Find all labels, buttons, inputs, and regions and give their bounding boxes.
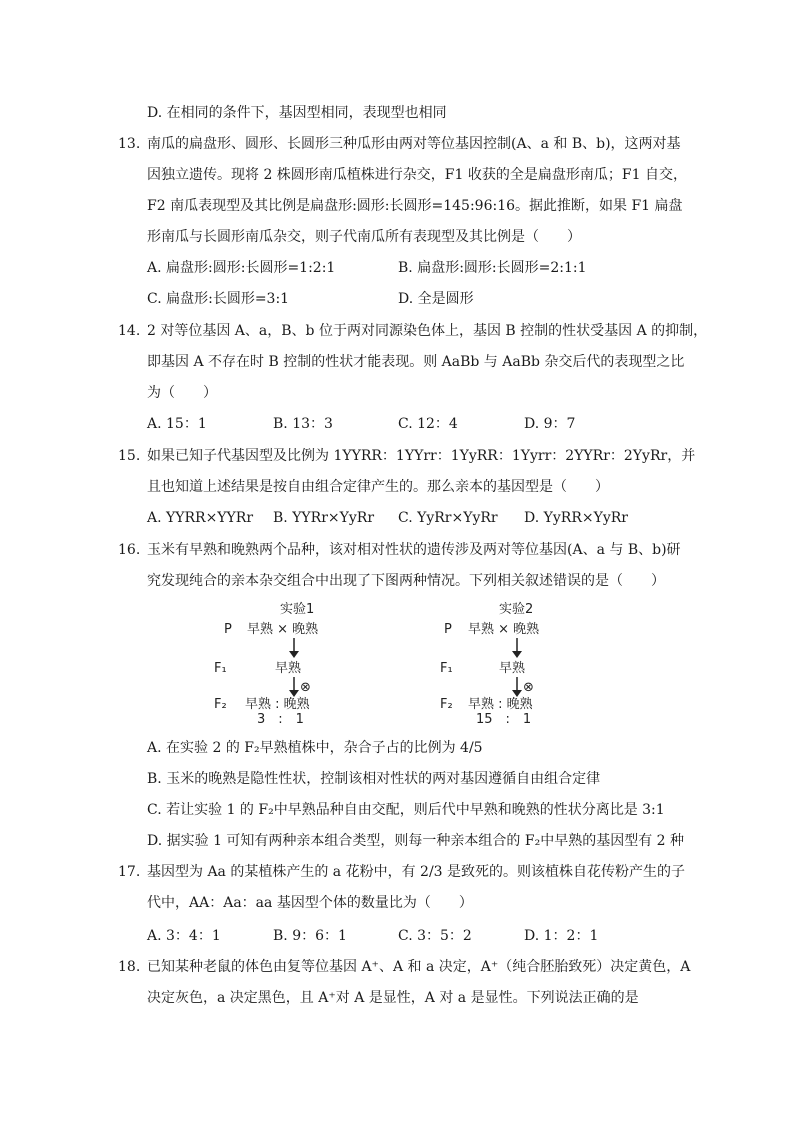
- q13-option-c[interactable]: C. 扁盘形:长圆形=3:1: [147, 291, 290, 307]
- q17-option-d[interactable]: D. 1：2：1: [524, 928, 599, 944]
- q15-option-a[interactable]: A. YYRR×YYRr: [147, 510, 254, 526]
- exp2-f1-label: F₁: [440, 661, 453, 676]
- exp2-f2: 早熟 : 晚熟: [468, 697, 533, 712]
- q16-option-a[interactable]: A. 在实验 2 的 F₂早熟植株中，杂合子占的比例为 4/5: [147, 740, 483, 756]
- q16-option-b[interactable]: B. 玉米的晚熟是隐性性状，控制该相对性状的两对基因遵循自由组合定律: [147, 771, 601, 787]
- exp2-arrowhead-1: [512, 651, 522, 658]
- q17-number: 17.: [118, 864, 141, 880]
- q14-stem-line1: 2 对等位基因 A、a，B、b 位于两对同源染色体上，基因 B 控制的性状受基因 A 的抑制，: [147, 323, 708, 339]
- exp1-self-symbol: ⊗: [300, 680, 311, 695]
- exp1-arrowhead-1: [289, 651, 299, 658]
- q13-number: 13.: [118, 136, 141, 152]
- q14-option-c[interactable]: C. 12：4: [398, 416, 458, 432]
- exp1-ratio: 3 : 1: [257, 712, 304, 726]
- q14-stem-line2: 即基因 A 不存在时 B 控制的性状才能表现。则 AaBb 与 AaBb 杂交后代的表现型之比: [147, 354, 685, 370]
- q17-option-c[interactable]: C. 3：5：2: [398, 928, 472, 944]
- q17-option-b[interactable]: B. 9：6：1: [273, 928, 347, 944]
- q14-stem-line3: 为（ ）: [147, 385, 217, 401]
- q16-experiment-diagram: [212, 598, 602, 726]
- exp2-arrowhead-2: [512, 690, 522, 697]
- q12-option-d: D. 在相同的条件下，基因型相同，表现型也相同: [147, 105, 447, 121]
- q16-option-c[interactable]: C. 若让实验 1 的 F₂中早熟品种自由交配，则后代中早熟和晚熟的性状分离比是 3:1: [147, 802, 665, 818]
- q16-option-d[interactable]: D. 据实验 1 可知有两种亲本组合类型，则每一种亲本组合的 F₂中早熟的基因型有 2 种: [147, 833, 685, 849]
- q14-number: 14.: [118, 323, 141, 339]
- exp2-f2-label: F₂: [440, 697, 453, 712]
- q18-stem-line2: 决定灰色，a 决定黑色，且 A⁺对 A 是显性，A 对 a 是显性。下列说法正确的是: [147, 990, 639, 1006]
- exp2-f1: 早熟: [499, 661, 526, 676]
- exp1-p-cross: 早熟 × 晚熟: [247, 622, 319, 637]
- q17-stem-line2: 代中，AA：Aa：aa 基因型个体的数量比为（ ）: [147, 895, 473, 911]
- q13-stem-line2: 因独立遗传。现将 2 株圆形南瓜植株进行杂交，F1 收获的全是扁盘形南瓜；F1 自交，: [147, 167, 687, 183]
- q15-number: 15.: [118, 448, 141, 464]
- exp2-title: 实验2: [499, 602, 534, 617]
- q17-option-a[interactable]: A. 3：4：1: [147, 928, 221, 944]
- exp1-f2: 早熟 : 晚熟: [245, 697, 310, 712]
- q13-stem-line3: F2 南瓜表现型及其比例是扁盘形:圆形:长圆形=145:96:16。据此推断，如果 F1 扁盘: [147, 198, 683, 214]
- q13-option-d[interactable]: D. 全是圆形: [398, 291, 474, 307]
- q16-stem-line2: 究发现纯合的亲本杂交组合中出现了下图两种情况。下列相关叙述错误的是（ ）: [147, 573, 665, 589]
- exp1-p-label: P: [224, 622, 232, 637]
- q14-option-d[interactable]: D. 9：7: [524, 416, 576, 432]
- q16-stem-line1: 玉米有早熟和晚熟两个品种，该对相对性状的遗传涉及两对等位基因(A、a 与 B、b)研: [147, 542, 681, 558]
- exp2-self-symbol: ⊗: [523, 680, 534, 695]
- q14-option-a[interactable]: A. 15：1: [147, 416, 207, 432]
- q13-stem-line4: 形南瓜与长圆形南瓜杂交，则子代南瓜所有表现型及其比例是（ ）: [147, 229, 581, 245]
- exp1-title: 实验1: [280, 602, 315, 617]
- q13-stem-line1: 南瓜的扁盘形、圆形、长圆形三种瓜形由两对等位基因控制(A、a 和 B、b)，这两对基: [147, 136, 681, 152]
- exp1-f1-label: F₁: [214, 661, 227, 676]
- q17-stem-line1: 基因型为 Aa 的某植株产生的 a 花粉中，有 2/3 是致死的。则该植株自花传粉产生的子: [147, 864, 686, 880]
- exp2-p-cross: 早熟 × 晚熟: [468, 622, 540, 637]
- q15-option-b[interactable]: B. YYRr×YyRr: [273, 510, 375, 526]
- q13-option-b[interactable]: B. 扁盘形:圆形:长圆形=2:1:1: [398, 260, 587, 276]
- exp2-p-label: P: [444, 622, 452, 637]
- q15-stem-line2: 且也知道上述结果是按自由组合定律产生的。那么亲本的基因型是（ ）: [147, 479, 609, 495]
- exp1-f1: 早熟: [275, 661, 302, 676]
- q15-option-c[interactable]: C. YyRr×YyRr: [398, 510, 498, 526]
- exp1-f2-label: F₂: [214, 697, 227, 712]
- q18-number: 18.: [118, 959, 141, 975]
- q14-option-b[interactable]: B. 13：3: [273, 416, 333, 432]
- exp2-ratio: 15 : 1: [476, 712, 532, 726]
- exp1-arrowhead-2: [289, 690, 299, 697]
- q15-option-d[interactable]: D. YyRR×YyRr: [524, 510, 628, 526]
- q16-number: 16.: [118, 542, 141, 558]
- q18-stem-line1: 已知某种老鼠的体色由复等位基因 A⁺、A 和 a 决定，A⁺（纯合胚胎致死）决定黄色，A: [147, 959, 691, 975]
- q15-stem-line1: 如果已知子代基因型及比例为 1YYRR：1YYrr：1YyRR：1Yyrr：2YYRr：2YyRr，并: [147, 448, 696, 464]
- q13-option-a[interactable]: A. 扁盘形:圆形:长圆形=1:2:1: [147, 260, 336, 276]
